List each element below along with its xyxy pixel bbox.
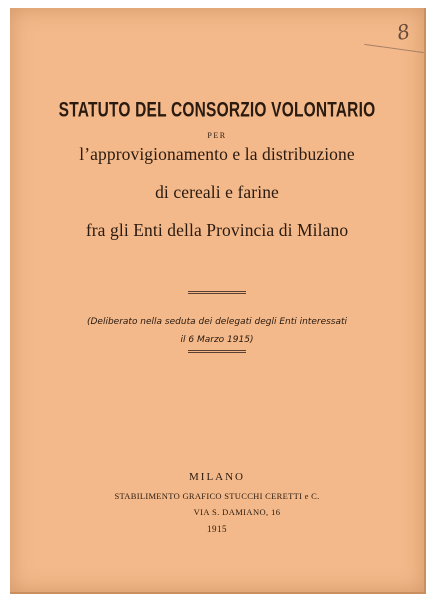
title-block [10,98,424,241]
document-cover [10,8,426,594]
subtitle-line-2: il 6 Marzo 1915) [180,335,254,345]
handwritten-page-number: 8 [394,18,413,46]
imprint-printer: STABILIMENTO GRAFICO STUCCHI CERETTI e C. [114,491,320,501]
pencil-mark [364,44,424,53]
subtitle-line-1: (Deliberato nella seduta dei delegati degli Enti interessati [86,317,348,327]
divider-bottom [188,350,246,353]
imprint-address: VIA S. DAMIANO, 16 [193,507,281,517]
title-line-2: l’approvigionamento e la distribuzione [79,144,355,164]
title-connector: PER [207,131,227,140]
divider-top [188,291,246,294]
imprint-city: MILANO [189,471,245,483]
title-main: STATUTO DEL CONSORZIO VOLONTARIO [58,98,376,122]
title-line-4: fra gli Enti della Provincia di Milano [85,220,349,240]
imprint [10,471,424,534]
subtitle [10,313,424,349]
imprint-year: 1915 [207,524,227,534]
title-line-3: di cereali e farine [155,182,279,202]
